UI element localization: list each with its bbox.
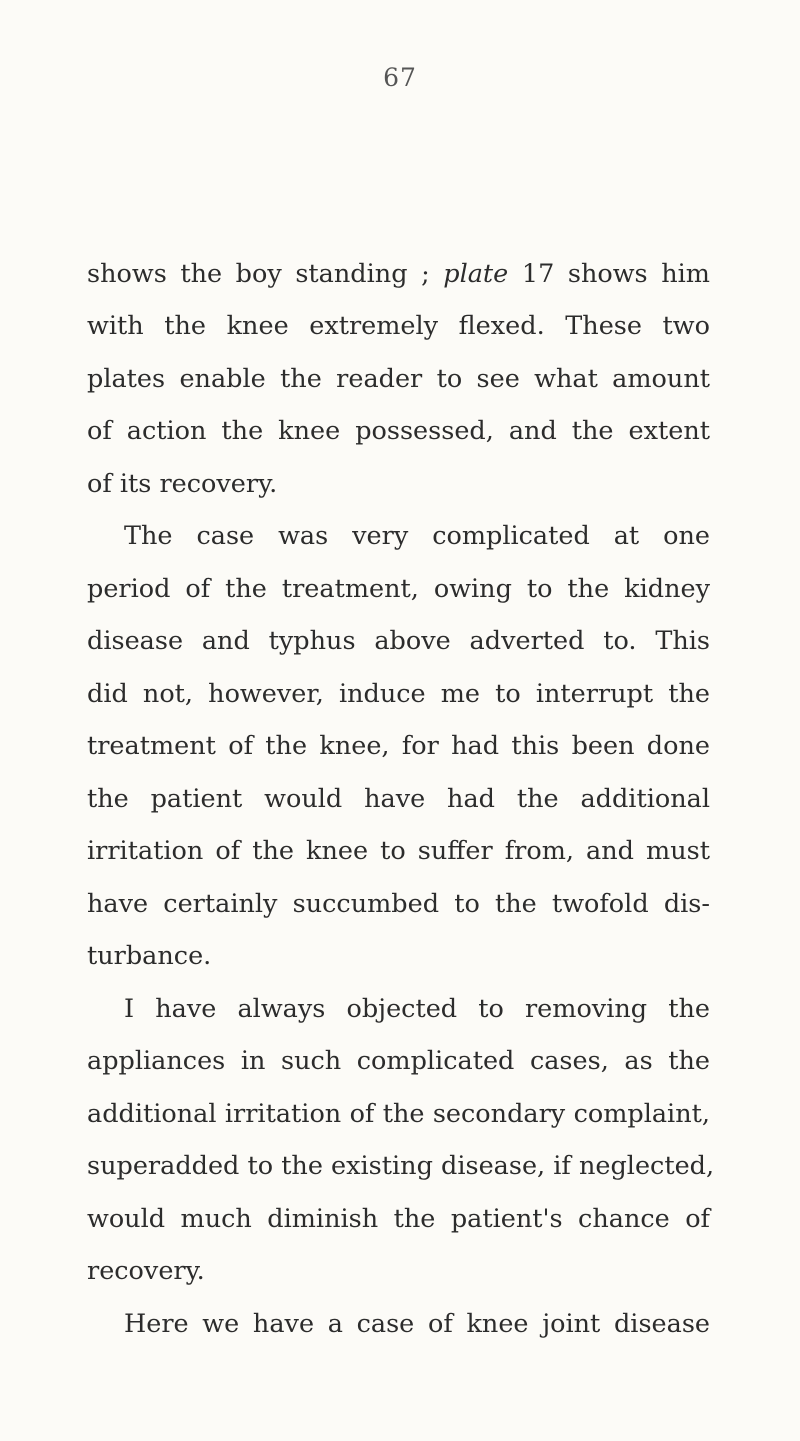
text-line-14: turbance. (87, 941, 212, 971)
text-line-13: have certainly succumbed to the twofold dis- (87, 889, 710, 919)
text-line-17: additional irritation of the secondary complaint, (87, 1099, 710, 1129)
text-line-20: recovery. (87, 1256, 205, 1286)
page-number: 67 (383, 63, 417, 92)
text-line-2: with the knee extremely flexed. These two (87, 311, 710, 341)
plate-reference: plate (443, 259, 509, 289)
text-line-6: The case was very complicated at one (124, 521, 710, 551)
text-line-4: of action the knee possessed, and the extent (87, 416, 710, 446)
text-line-18: superadded to the existing disease, if neglected, (87, 1151, 715, 1181)
text-line-10: treatment of the knee, for had this been done (87, 731, 710, 761)
text-line-12: irritation of the knee to suffer from, and must (87, 836, 710, 866)
text-line-9: did not, however, induce me to interrupt the (87, 679, 710, 709)
text-line-1-end: 17 shows him (508, 259, 710, 289)
text-line-11: the patient would have had the additional (87, 784, 710, 814)
text-line-1 (87, 259, 710, 289)
text-line-7: period of the treatment, owing to the kidney (87, 574, 710, 604)
text-line-21: Here we have a case of knee joint disease (124, 1309, 710, 1339)
text-line-5: of its recovery. (87, 469, 278, 499)
text-line-8: disease and typhus above adverted to. This (87, 626, 710, 656)
text-line-3: plates enable the reader to see what amount (87, 364, 710, 394)
text-line-1-start: shows the boy standing ; (87, 259, 444, 289)
text-line-16: appliances in such complicated cases, as the (87, 1046, 710, 1076)
text-line-19: would much diminish the patient's chance of (87, 1204, 710, 1234)
text-line-15: I have always objected to removing the (124, 994, 710, 1024)
